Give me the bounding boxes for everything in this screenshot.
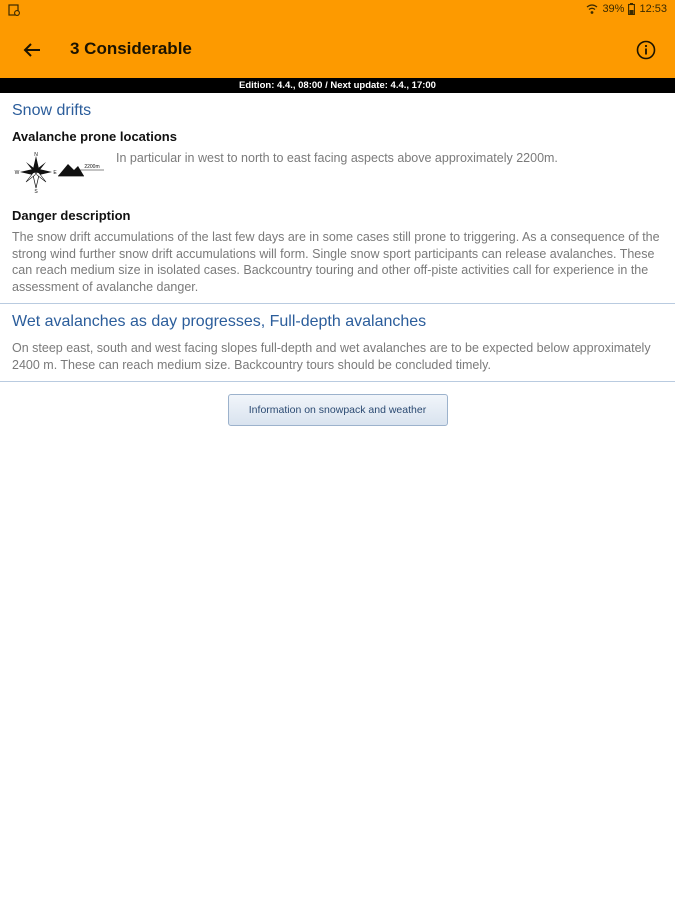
bulletin-content — [0, 93, 675, 426]
avalanche-prone-text: In particular in west to north to east facing aspects above approximately 2200m. — [116, 151, 558, 165]
snowpack-weather-button[interactable]: Information on snowpack and weather — [228, 394, 448, 426]
button-container — [0, 382, 675, 426]
compass-w-label: W — [14, 170, 20, 176]
back-button[interactable] — [16, 36, 48, 64]
elevation-label: 2200m — [84, 164, 100, 170]
snow-drifts-title: Snow drifts — [12, 102, 92, 119]
compass-rose-icon — [12, 150, 108, 194]
back-arrow-icon — [23, 42, 41, 58]
wet-avalanches-section — [0, 304, 675, 382]
status-indicators — [586, 3, 667, 15]
app-bar — [0, 22, 675, 78]
clock: 12:53 — [639, 3, 667, 15]
wet-avalanches-title: Wet avalanches as day progresses, Full-depth avalanches — [12, 313, 427, 330]
battery-icon — [628, 3, 635, 15]
image-notification-icon — [8, 4, 20, 16]
compass-s-label: S — [34, 189, 38, 194]
compass-e-label: E — [53, 170, 57, 176]
danger-description-heading: Danger description — [12, 208, 131, 223]
wet-avalanches-text: On steep east, south and west facing slopes full-depth and wet avalanches are to be expected below approximately 2400 m. These can reach medium size. Backcountry tours should be concluded timely. — [12, 341, 651, 372]
compass-n-label: N — [34, 152, 38, 158]
aspect-elevation-graphic — [12, 150, 108, 194]
avalanche-prone-heading: Avalanche prone locations — [12, 129, 177, 144]
page-title: 3 Considerable — [70, 39, 192, 58]
snow-drifts-section — [0, 93, 675, 304]
edition-info: Edition: 4.4., 08:00 / Next update: 4.4., 17:00 — [0, 78, 675, 93]
danger-description-text: The snow drift accumulations of the last few days are in some cases still prone to triggering. As a consequence of the strong wind further snow drift accumulations will form. Single snow sport participants can release avalanches. These can reach medium size in isolated cases. Backcountry touring and other off-piste activities call for experience in the assessment of avalanche danger. — [12, 230, 660, 294]
battery-percent: 39% — [602, 3, 625, 15]
info-button[interactable] — [633, 37, 659, 63]
status-bar — [0, 0, 675, 22]
info-icon — [636, 40, 656, 60]
wifi-icon — [586, 4, 598, 15]
avalanche-prone-row — [12, 150, 663, 194]
